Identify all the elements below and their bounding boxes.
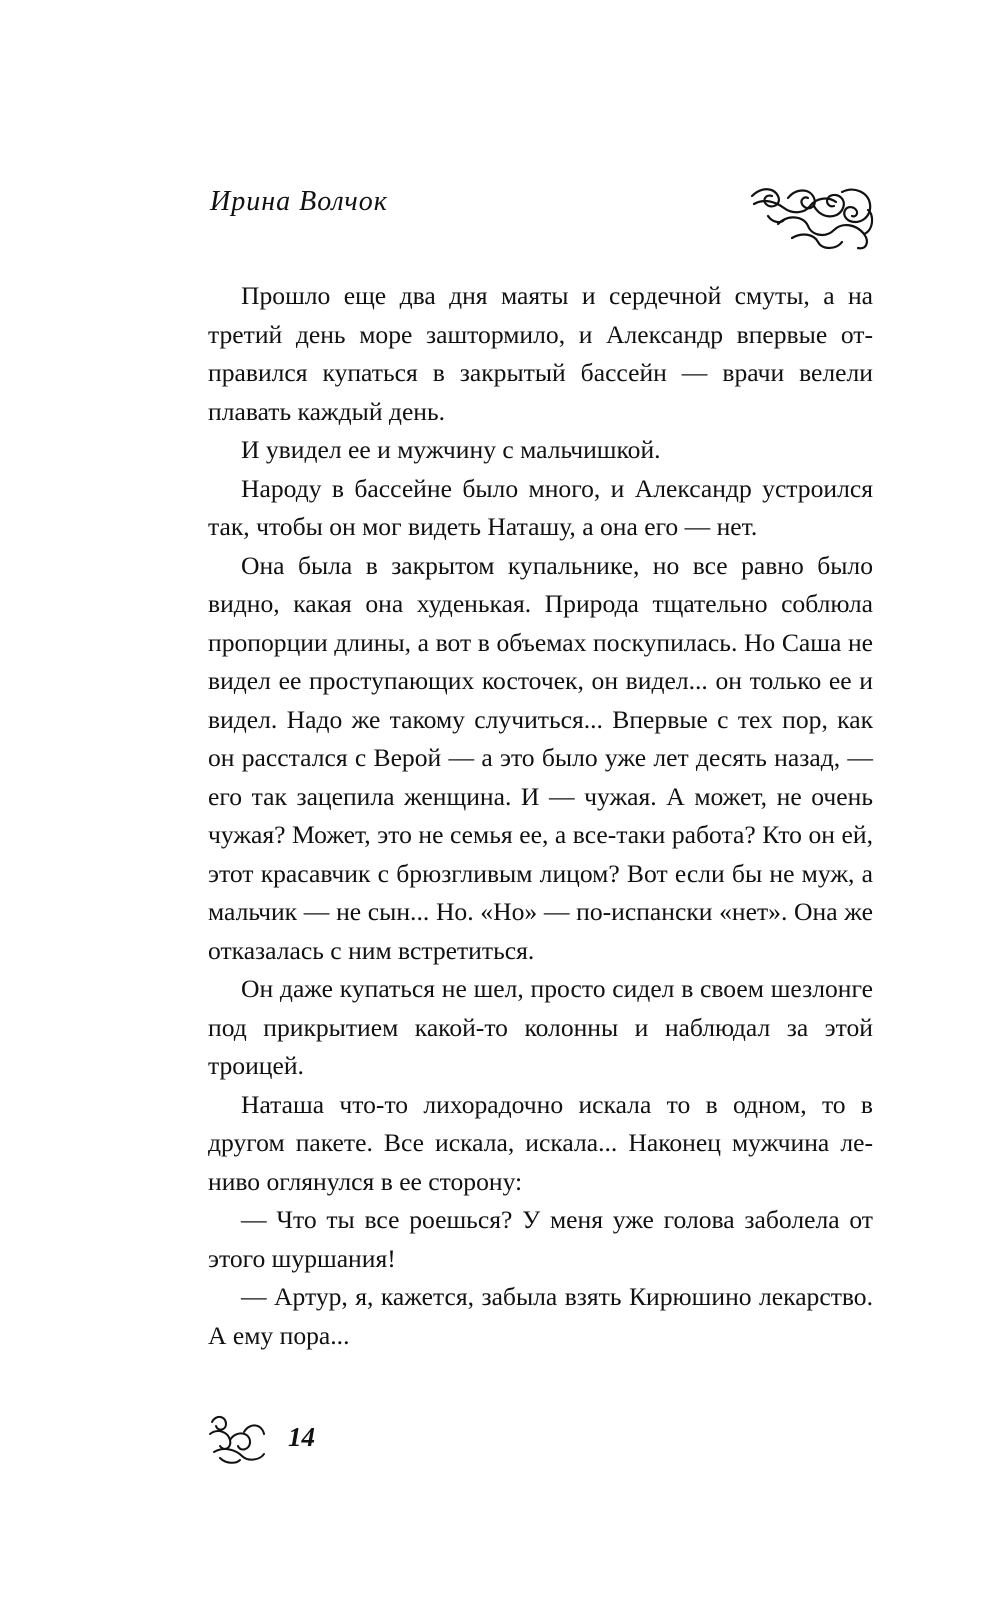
paragraph: И увидел ее и мужчину с мальчишкой. <box>241 435 661 464</box>
running-header-author: Ирина Волчок <box>210 186 388 217</box>
paragraph: Она была в закрытом купальнике, но все равно было видно, какая она худенькая. Природа тщательно соблюла пропорции длины, а вот в объемах поскупилась. Но Саша не видел ее проступающих косточек, он видел... он только ее и видел. Надо же такому случиться... Впервые с тех пор, как он расстался с Верой — а это было уже лет десять назад, — его так зацепила женщина. И — чужая. А может, не очень чужая? Может, это не семья ее, а все-таки работа? Кто он ей, этот красавчик с брюзгливым лицом? Вот если бы не муж, а мальчик — не сын... Но. «Но» — по-испански «нет». Она же отказалась с ним встретиться. <box>208 550 873 965</box>
floral-scroll-ornament-small-icon <box>206 1412 270 1466</box>
page-footer <box>206 1412 406 1472</box>
page-body-text <box>208 277 873 1355</box>
floral-scroll-ornament-icon <box>748 184 876 254</box>
paragraph: Наташа что-то лихорадочно искала то в одном, то в другом пакете. Все искала, искала... Наконец мужчина лениво оглянулся в ее сторону: <box>208 1089 873 1196</box>
paragraph: Народу в бассейне было много, и Александр устроился так, чтобы он мог видеть Наташу, а она его — нет. <box>208 473 873 541</box>
paragraph: Он даже купаться не шел, просто сидел в своем шезлонге под прикрытием какой-то колонны и наблюдал за этой троицей. <box>208 974 873 1080</box>
paragraph: — Артур, я, кажется, забыла взять Кирюшино лекарство. А ему пора... <box>208 1282 873 1350</box>
page-number: 14 <box>288 1422 315 1452</box>
paragraph: Прошло еще два дня маяты и сердечной смуты, а на третий день море заштормило, и Александр впервые отправился купаться в закрытый бассейн — врачи велели плавать каждый день. <box>208 281 873 426</box>
paragraph: — Что ты все роешься? У меня уже голова заболела от этого шуршания! <box>208 1205 873 1273</box>
